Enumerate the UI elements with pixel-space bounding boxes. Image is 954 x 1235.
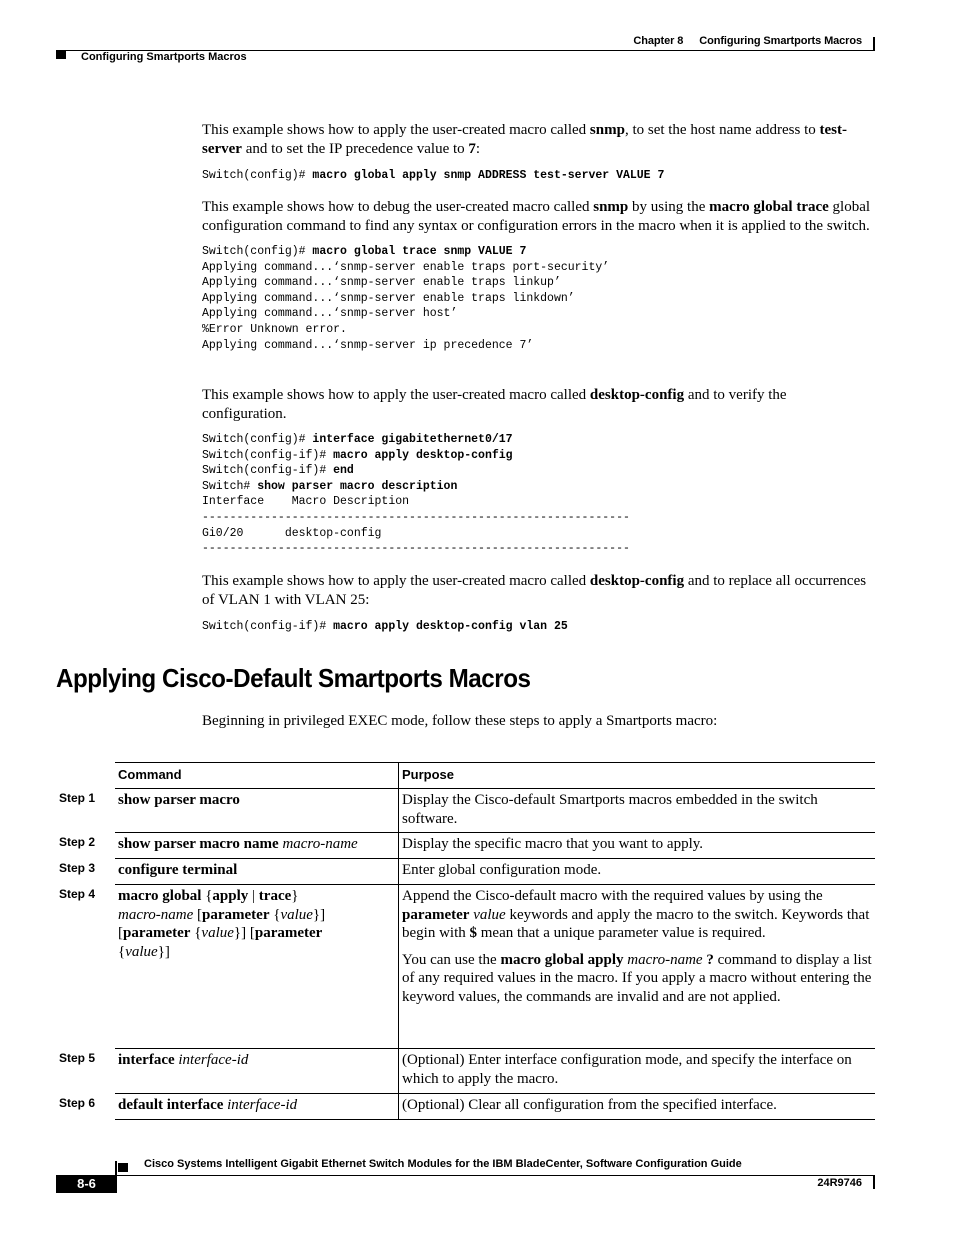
- column-header-purpose: Purpose: [399, 763, 876, 789]
- purpose-paragraph: Append the Cisco-default macro with the required values by using the parameter value keywords and apply the macro to the switch. Keywords that begin with $ mean that a unique parameter value is required.: [402, 888, 870, 941]
- header-block-marker: [56, 50, 66, 59]
- code-block: Switch(config)# macro global apply snmp ADDRESS test-server VALUE 7: [202, 169, 665, 182]
- paragraph: This example shows how to apply the user-created macro called snmp, to set the host name address to test-server and to set the IP precedence value to 7:: [202, 122, 847, 157]
- step-label: Step 6: [59, 1096, 96, 1110]
- table-row: [115, 833, 875, 859]
- section-heading: Applying Cisco-Default Smartports Macros: [56, 663, 531, 693]
- running-header-chapter: [633, 35, 862, 47]
- document-number: 24R9746: [817, 1177, 862, 1189]
- paragraph: This example shows how to apply the user-created macro called desktop-config and to replace all occurrences of VLAN 1 with VLAN 25:: [202, 573, 867, 608]
- step-label: Step 2: [59, 835, 96, 849]
- purpose-paragraph: You can use the macro global apply macro-name ? command to display a list of any required values in the macro. If you apply a macro without entering the keyword values, the commands are invalid and are not applied.: [402, 951, 872, 1005]
- footer-vertical-bar: [115, 1161, 117, 1175]
- table-row: [115, 789, 875, 833]
- code-block: Switch(config-if)# macro apply desktop-config vlan 25: [202, 620, 568, 633]
- paragraph: This example shows how to apply the user-created macro called desktop-config and to verify the configuration.: [202, 387, 787, 422]
- table-row: [115, 885, 875, 1049]
- code-block: Switch(config)# interface gigabitethernet0/17 Switch(config-if)# macro apply desktop-config Switch(config-if)# end Switch# show parser macro description Interface Macro Description -------------------------------------------------------------- Gi0/20 desktop-config --------------------------------------------------------------: [202, 433, 630, 556]
- section-intro: Beginning in privileged EXEC mode, follow these steps to apply a Smartports macro:: [202, 713, 718, 729]
- purpose-cell: (Optional) Clear all configuration from the specified interface.: [399, 1094, 876, 1120]
- footer-rule: [56, 1175, 874, 1176]
- command-cell: configure terminal: [115, 859, 399, 885]
- command-cell: interface interface-id: [115, 1049, 399, 1094]
- example-snmp-trace: [202, 198, 874, 353]
- example-snmp-apply: [202, 121, 874, 184]
- purpose-cell: Enter global configuration mode.: [399, 859, 876, 885]
- column-header-command: Command: [115, 763, 399, 789]
- command-cell: default interface interface-id: [115, 1094, 399, 1120]
- table-row: [115, 859, 875, 885]
- step-label: Step 4: [59, 887, 96, 901]
- footer-vertical-bar-right: [873, 1175, 875, 1189]
- running-header-section: Configuring Smartports Macros: [81, 51, 247, 63]
- header-vertical-bar: [873, 37, 875, 51]
- command-cell: macro global {apply | trace} macro-name [parameter {value}] [parameter {value}] [parameter {value}]: [115, 885, 399, 1049]
- purpose-cell: (Optional) Enter interface configuration mode, and specify the interface on which to apply the macro.: [399, 1049, 876, 1094]
- purpose-cell: Display the Cisco-default Smartports macros embedded in the switch software.: [399, 789, 876, 833]
- command-cell: show parser macro name macro-name: [115, 833, 399, 859]
- chapter-number: Chapter 8: [633, 35, 684, 47]
- step-label: Step 3: [59, 861, 96, 875]
- chapter-title: Configuring Smartports Macros: [699, 35, 862, 47]
- example-desktop-config-verify: [202, 386, 874, 557]
- purpose-cell: [399, 885, 876, 1049]
- command-cell: show parser macro: [115, 789, 399, 833]
- code-block: Switch(config)# macro global trace snmp VALUE 7 Applying command...‘snmp-server enable traps port-security’ Applying command...‘snmp-server enable traps linkup’ Applying command...‘snmp-server enable traps linkdown’ Applying command...‘snmp-server host’ %Error Unknown error. Applying command...‘snmp-server ip precedence 7’: [202, 245, 610, 352]
- step-label: Step 1: [59, 791, 96, 805]
- footer-block-marker: [118, 1163, 128, 1172]
- table-row: [115, 1049, 875, 1094]
- table-row: [115, 1094, 875, 1120]
- footer-book-title: Cisco Systems Intelligent Gigabit Ethernet Switch Modules for the IBM BladeCenter, Software Configuration Guide: [144, 1158, 742, 1170]
- table-header-row: [115, 763, 875, 789]
- step-label: Step 5: [59, 1051, 96, 1065]
- purpose-cell: Display the specific macro that you want to apply.: [399, 833, 876, 859]
- steps-table: [115, 762, 875, 1120]
- page-number: 8-6: [56, 1175, 117, 1193]
- example-desktop-config-vlan: [202, 572, 874, 635]
- paragraph: This example shows how to debug the user-created macro called snmp by using the macro global trace global configuration command to find any syntax or configuration errors in the macro when it is applied to the switch.: [202, 199, 871, 234]
